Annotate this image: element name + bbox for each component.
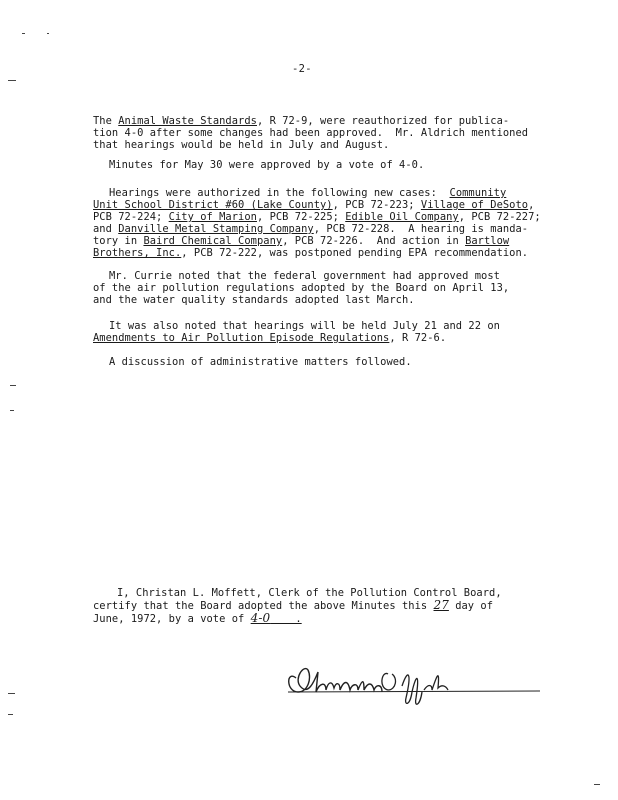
case-name: Unit School District #60 (Lake County) <box>93 199 333 211</box>
text: I, Christan L. Moffett, Clerk of the Pollution Control Board, <box>117 587 502 599</box>
case-name: Community <box>449 187 507 199</box>
scan-speck <box>8 693 15 694</box>
scan-speck <box>10 385 16 386</box>
case-name: Village of DeSoto <box>420 199 529 211</box>
text: and <box>93 223 119 235</box>
text: PCB 72-224; <box>93 211 169 223</box>
text: day of <box>448 600 494 612</box>
text: tion 4-0 after some changes had been approved. Mr. Aldrich mentioned <box>93 127 529 139</box>
scan-speck <box>22 33 25 34</box>
text: . <box>270 613 302 625</box>
text: The <box>93 115 119 127</box>
clerk-signature <box>278 648 548 718</box>
text: , PCB 72-223; <box>332 199 421 211</box>
paragraph-minutes: Minutes for May 30 were approved by a vote of 4-0. <box>109 159 425 171</box>
case-name: Baird Chemical Company <box>143 235 283 247</box>
text: , PCB 72-222, was postponed pending EPA recommendation. <box>181 247 529 259</box>
text: that hearings would be held in July and August. <box>93 139 390 151</box>
text: , PCB 72-225; <box>256 211 346 223</box>
scan-speck <box>47 33 49 34</box>
text: , <box>528 199 535 211</box>
scan-speck <box>8 714 13 715</box>
text: of the air pollution regulations adopted by the Board on April 13, <box>93 282 510 294</box>
scan-speck <box>594 784 600 785</box>
text: June, 1972, by a vote of <box>93 613 251 625</box>
text: Hearings were authorized in the following new cases: <box>109 187 450 199</box>
text: and the water quality standards adopted last March. <box>93 294 415 306</box>
paragraph-hearings-july <box>93 320 573 344</box>
text: , R 72-6. <box>389 332 447 344</box>
text: Mr. Currie noted that the federal government had approved most <box>109 270 500 282</box>
paragraph-animal-waste <box>93 115 573 151</box>
underlined-title: Animal Waste Standards <box>118 115 257 127</box>
handwritten-vote: 4-0 <box>250 611 271 625</box>
regulation-title: Amendments to Air Pollution Episode Regulations <box>93 332 390 344</box>
scan-speck <box>8 80 16 81</box>
clerk-certification <box>93 587 573 625</box>
case-name: Brothers, Inc. <box>93 247 182 259</box>
case-name: Bartlow <box>465 235 510 247</box>
text: , PCB 72-228. A hearing is manda- <box>313 223 529 235</box>
case-name: City of Marion <box>168 211 257 223</box>
scan-speck <box>10 410 14 411</box>
text: It was also noted that hearings will be held July 21 and 22 on <box>109 320 500 332</box>
paragraph-hearings <box>93 187 573 259</box>
text: , PCB 72-226. And action in <box>282 235 466 247</box>
page-number: -2- <box>292 63 312 75</box>
text: , R 72-9, were reauthorized for publica- <box>256 115 510 127</box>
paragraph-discussion: A discussion of administrative matters followed. <box>109 356 412 368</box>
case-name: Danville Metal Stamping Company <box>118 223 314 235</box>
case-name: Edible Oil Company <box>345 211 459 223</box>
handwritten-day: 27 <box>433 598 449 612</box>
text: certify that the Board adopted the above Minutes this <box>93 600 434 612</box>
text: tory in <box>93 235 144 247</box>
paragraph-federal-approval <box>93 270 573 306</box>
text: , PCB 72-227; <box>458 211 541 223</box>
